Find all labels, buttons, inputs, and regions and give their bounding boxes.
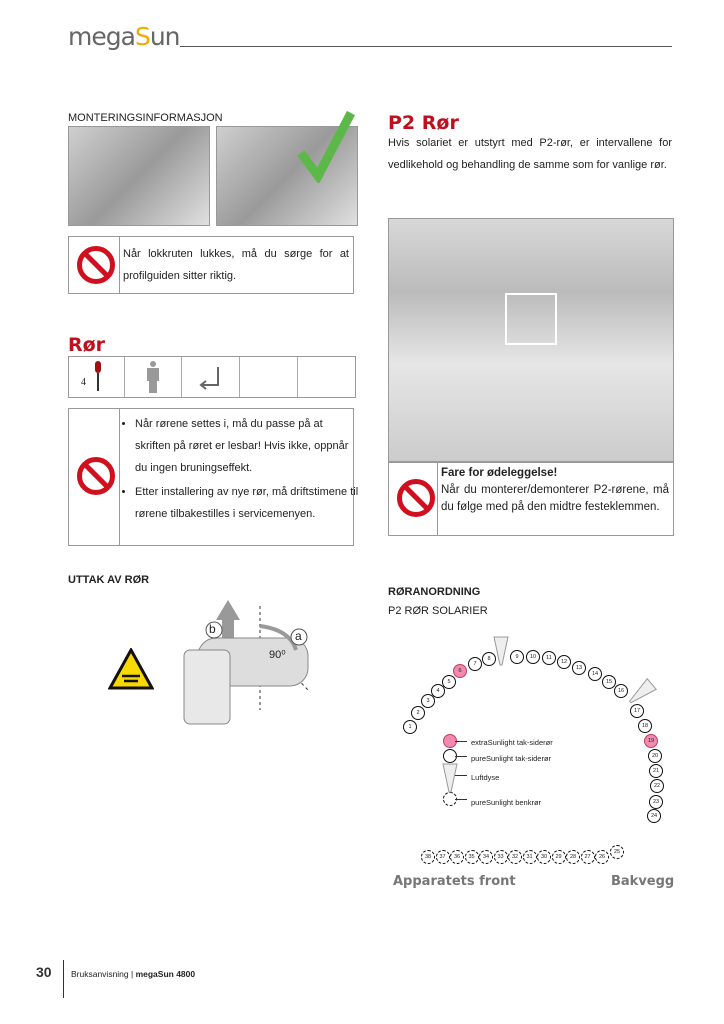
legend-bench: pureSunlight benkrør bbox=[471, 797, 542, 807]
warning-text: Når lokkruten lukkes, må du sørge for at profilguiden sitter riktig. bbox=[123, 248, 349, 282]
tube-37: 37 bbox=[436, 850, 450, 864]
tube-22: 22 bbox=[650, 779, 664, 793]
tube-14: 14 bbox=[588, 667, 602, 681]
tube-28: 28 bbox=[566, 850, 580, 864]
tube-3: 3 bbox=[421, 694, 435, 708]
tube-31: 31 bbox=[523, 850, 537, 864]
legend-extra: extraSunlight tak-siderør bbox=[471, 738, 553, 747]
angle-label: 90⁰ bbox=[269, 649, 286, 661]
tube-21: 21 bbox=[649, 764, 663, 778]
tube-15: 15 bbox=[602, 675, 616, 689]
mount-title: MONTERINGSINFORMASJON bbox=[68, 112, 223, 124]
tube-29: 29 bbox=[552, 850, 566, 864]
arrangement-subtitle: P2 RØR SOLARIER bbox=[388, 605, 488, 617]
page-number: 30 bbox=[36, 964, 52, 980]
tube-12: 12 bbox=[557, 655, 571, 669]
tube-23: 23 bbox=[649, 795, 663, 809]
tube-2: 2 bbox=[411, 706, 425, 720]
tube-1: 1 bbox=[403, 720, 417, 734]
label-back: Bakvegg bbox=[611, 874, 675, 889]
tube-35: 35 bbox=[465, 850, 479, 864]
air-nozzle-icon bbox=[624, 677, 657, 709]
section-title-p2: P2 Rør bbox=[388, 112, 459, 134]
manual-label: Bruksanvisning | bbox=[71, 969, 136, 979]
warning-item: • Etter installering av nye rør, må driftstimene til rørene tilbakestilles i servicemenyen. bbox=[135, 481, 361, 525]
tube-38: 38 bbox=[421, 850, 435, 864]
tube-6: 6 bbox=[453, 664, 467, 678]
tube-13: 13 bbox=[572, 661, 586, 675]
tube-34: 34 bbox=[479, 850, 493, 864]
arrangement-title: RØRANORDNING bbox=[388, 586, 481, 598]
label-a: a bbox=[295, 629, 302, 643]
legend bbox=[471, 735, 553, 810]
tube-9: 9 bbox=[510, 650, 524, 664]
legend-nozzle-icon bbox=[442, 763, 458, 793]
footer-divider bbox=[63, 960, 64, 998]
label-b: b bbox=[209, 622, 216, 636]
tube-10: 10 bbox=[526, 650, 540, 664]
legend-pure: pureSunlight tak-siderør bbox=[471, 753, 552, 763]
tube-33: 33 bbox=[494, 850, 508, 864]
tube-17: 17 bbox=[630, 704, 644, 718]
tube-26: 26 bbox=[595, 850, 609, 864]
label-front: Apparatets front bbox=[393, 874, 516, 889]
legend-luftdyse: Luftdyse bbox=[471, 773, 500, 782]
tube-20: 20 bbox=[648, 749, 662, 763]
tube-18: 18 bbox=[638, 719, 652, 733]
p2-text: Hvis solariet er utstyrt med P2-rør, er intervallene for vedlikehold og behandling de samme som for vanlige rør. bbox=[388, 137, 672, 171]
tube-5: 5 bbox=[442, 675, 456, 689]
section-title-ror: Rør bbox=[68, 334, 106, 356]
warning-title: Fare for ødeleggelse! bbox=[441, 467, 558, 479]
warning-item: • Når rørene settes i, må du passe på at skriften på røret er lesbar! Hvis ikke, oppnår du ingen bruningseffekt. bbox=[135, 413, 361, 479]
tool-count: 4 bbox=[81, 377, 86, 388]
tube-16: 16 bbox=[614, 684, 628, 698]
tube-25: 25 bbox=[610, 845, 624, 859]
tube-19: 19 bbox=[644, 734, 658, 748]
warning-text: Når du monterer/demonterer P2-rørene, må du følge med på den midtre festeklemmen. bbox=[441, 484, 669, 513]
tube-27: 27 bbox=[581, 850, 595, 864]
tube-36: 36 bbox=[450, 850, 464, 864]
tube-7: 7 bbox=[468, 657, 482, 671]
tube-32: 32 bbox=[508, 850, 522, 864]
tube-4: 4 bbox=[431, 684, 445, 698]
tube-30: 30 bbox=[537, 850, 551, 864]
product-name: megaSun 4800 bbox=[135, 969, 196, 979]
megasun-logo: megaSun bbox=[68, 22, 180, 51]
tube-8: 8 bbox=[482, 652, 496, 666]
air-nozzle-icon bbox=[493, 636, 509, 666]
tube-11: 11 bbox=[542, 651, 556, 665]
uttak-title: UTTAK AV RØR bbox=[68, 574, 150, 586]
tube-24: 24 bbox=[647, 809, 661, 823]
